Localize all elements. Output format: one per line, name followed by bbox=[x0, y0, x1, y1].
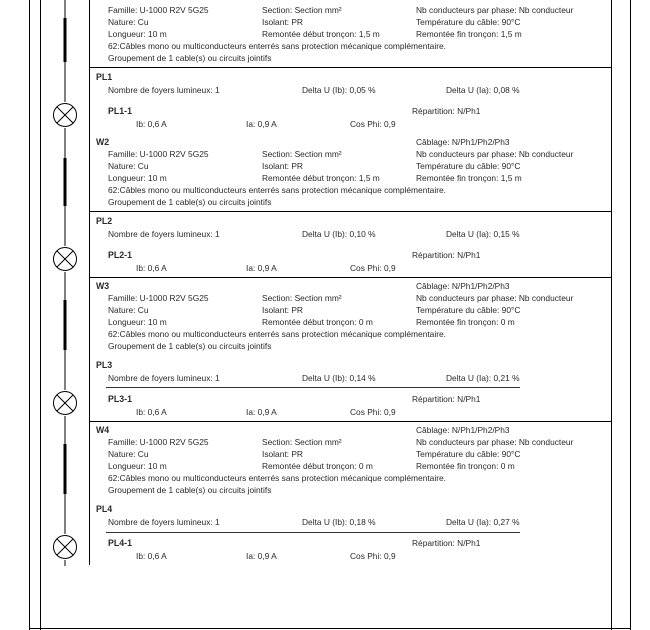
current-ib: Ib: 0,6 A bbox=[136, 119, 167, 129]
repartition: Répartition: N/Ph1 bbox=[412, 394, 481, 404]
cable-nb-conducteurs: Nb conducteurs par phase: Nb conducteur bbox=[416, 293, 574, 303]
section-separator bbox=[89, 277, 611, 278]
delta-u-ia: Delta U (Ia): 0,27 % bbox=[446, 517, 520, 527]
cable-nature: Nature: Cu bbox=[108, 449, 149, 459]
cos-phi: Cos Phi: 0,9 bbox=[350, 263, 396, 273]
foyers-lumineux: Nombre de foyers lumineux: 1 bbox=[108, 85, 220, 95]
table-left-border bbox=[89, 0, 90, 565]
cable-temperature: Température du câble: 90°C bbox=[416, 17, 521, 27]
current-ib: Ib: 0,6 A bbox=[136, 407, 167, 417]
cable-note: 62:Câbles mono ou multiconducteurs enterrés sans protection mécanique complémentaire. bbox=[108, 41, 446, 51]
row-separator bbox=[106, 532, 520, 533]
delta-u-ia: Delta U (Ia): 0,08 % bbox=[446, 85, 520, 95]
foyers-lumineux: Nombre de foyers lumineux: 1 bbox=[108, 373, 220, 383]
page-border-left-inner bbox=[40, 0, 41, 630]
cable-note: 62:Câbles mono ou multiconducteurs enterrés sans protection mécanique complémentaire. bbox=[108, 185, 446, 195]
cable-temperature: Température du câble: 90°C bbox=[416, 161, 521, 171]
repartition: Répartition: N/Ph1 bbox=[412, 250, 481, 260]
cable-nature: Nature: Cu bbox=[108, 305, 149, 315]
cable-nb-conducteurs: Nb conducteurs par phase: Nb conducteur bbox=[416, 437, 574, 447]
cable-family: Famille: U-1000 R2V 5G25 bbox=[108, 437, 209, 447]
cable-nature: Nature: Cu bbox=[108, 17, 149, 27]
cable-id: W3 bbox=[96, 281, 110, 291]
cable-note: 62:Câbles mono ou multiconducteurs enterrés sans protection mécanique complémentaire. bbox=[108, 473, 446, 483]
circuit-id: PL2 bbox=[96, 216, 113, 226]
delta-u-ib: Delta U (Ib): 0,10 % bbox=[302, 229, 376, 239]
cable-remontee-fin: Remontée fin tronçon: 1,5 m bbox=[416, 173, 522, 183]
page-border-right-outer bbox=[630, 0, 631, 630]
row-separator bbox=[106, 387, 520, 388]
cable-family: Famille: U-1000 R2V 5G25 bbox=[108, 149, 209, 159]
current-ia: Ia: 0,9 A bbox=[246, 119, 277, 129]
cable-cablage: Câblage: N/Ph1/Ph2/Ph3 bbox=[416, 137, 510, 147]
cable-isolant: Isolant: PR bbox=[262, 17, 303, 27]
cable-longueur: Longueur: 10 m bbox=[108, 461, 167, 471]
section-separator bbox=[89, 211, 611, 212]
cable-nb-conducteurs: Nb conducteurs par phase: Nb conducteur bbox=[416, 5, 574, 15]
page-border-right-inner bbox=[611, 0, 612, 630]
cable-isolant: Isolant: PR bbox=[262, 161, 303, 171]
cable-temperature: Température du câble: 90°C bbox=[416, 305, 521, 315]
lamp-icon bbox=[52, 246, 78, 272]
lamp-icon bbox=[52, 102, 78, 128]
sub-circuit-id: PL4-1 bbox=[108, 538, 132, 548]
cable-remontee-debut: Remontée début tronçon: 0 m bbox=[262, 461, 373, 471]
lamp-icon bbox=[52, 390, 78, 416]
repartition: Répartition: N/Ph1 bbox=[412, 538, 481, 548]
schematic-wire bbox=[50, 0, 80, 570]
cable-section: Section: Section mm² bbox=[262, 5, 342, 15]
section-separator bbox=[89, 421, 611, 422]
cable-id: W4 bbox=[96, 425, 110, 435]
lamp-icon bbox=[52, 534, 78, 560]
current-ia: Ia: 0,9 A bbox=[246, 407, 277, 417]
cable-cablage: Câblage: N/Ph1/Ph2/Ph3 bbox=[416, 425, 510, 435]
cable-family: Famille: U-1000 R2V 5G25 bbox=[108, 293, 209, 303]
circuit-id: PL4 bbox=[96, 504, 113, 514]
sub-circuit-id: PL2-1 bbox=[108, 250, 132, 260]
cos-phi: Cos Phi: 0,9 bbox=[350, 551, 396, 561]
cable-grouping: Groupement de 1 cable(s) ou circuits jointifs bbox=[108, 197, 272, 207]
cable-grouping: Groupement de 1 cable(s) ou circuits jointifs bbox=[108, 53, 272, 63]
cable-remontee-debut: Remontée début tronçon: 1,5 m bbox=[262, 29, 380, 39]
page-border-left-outer bbox=[29, 0, 30, 630]
cable-remontee-fin: Remontée fin tronçon: 0 m bbox=[416, 317, 515, 327]
cable-cablage: Câblage: N/Ph1/Ph2/Ph3 bbox=[416, 281, 510, 291]
delta-u-ia: Delta U (Ia): 0,15 % bbox=[446, 229, 520, 239]
circuit-id: PL1 bbox=[96, 72, 113, 82]
cable-nature: Nature: Cu bbox=[108, 161, 149, 171]
cable-temperature: Température du câble: 90°C bbox=[416, 449, 521, 459]
cos-phi: Cos Phi: 0,9 bbox=[350, 119, 396, 129]
cable-grouping: Groupement de 1 cable(s) ou circuits jointifs bbox=[108, 485, 272, 495]
current-ib: Ib: 0,6 A bbox=[136, 551, 167, 561]
cable-family: Famille: U-1000 R2V 5G25 bbox=[108, 5, 209, 15]
cos-phi: Cos Phi: 0,9 bbox=[350, 407, 396, 417]
cable-remontee-debut: Remontée début tronçon: 1,5 m bbox=[262, 173, 380, 183]
cable-grouping: Groupement de 1 cable(s) ou circuits jointifs bbox=[108, 341, 272, 351]
cable-section: Section: Section mm² bbox=[262, 149, 342, 159]
current-ia: Ia: 0,9 A bbox=[246, 551, 277, 561]
foyers-lumineux: Nombre de foyers lumineux: 1 bbox=[108, 229, 220, 239]
cable-longueur: Longueur: 10 m bbox=[108, 29, 167, 39]
cable-remontee-debut: Remontée début tronçon: 0 m bbox=[262, 317, 373, 327]
page-border-bottom bbox=[29, 628, 631, 629]
cable-isolant: Isolant: PR bbox=[262, 305, 303, 315]
sub-circuit-id: PL3-1 bbox=[108, 394, 132, 404]
delta-u-ia: Delta U (Ia): 0,21 % bbox=[446, 373, 520, 383]
cable-nb-conducteurs: Nb conducteurs par phase: Nb conducteur bbox=[416, 149, 574, 159]
cable-section: Section: Section mm² bbox=[262, 437, 342, 447]
cable-id: W2 bbox=[96, 137, 110, 147]
delta-u-ib: Delta U (Ib): 0,18 % bbox=[302, 517, 376, 527]
circuit-id: PL3 bbox=[96, 360, 113, 370]
delta-u-ib: Delta U (Ib): 0,05 % bbox=[302, 85, 376, 95]
cable-longueur: Longueur: 10 m bbox=[108, 317, 167, 327]
section-separator bbox=[89, 67, 611, 68]
current-ib: Ib: 0,6 A bbox=[136, 263, 167, 273]
cable-longueur: Longueur: 10 m bbox=[108, 173, 167, 183]
cable-remontee-fin: Remontée fin tronçon: 1,5 m bbox=[416, 29, 522, 39]
cable-note: 62:Câbles mono ou multiconducteurs enterrés sans protection mécanique complémentaire. bbox=[108, 329, 446, 339]
foyers-lumineux: Nombre de foyers lumineux: 1 bbox=[108, 517, 220, 527]
cable-remontee-fin: Remontée fin tronçon: 0 m bbox=[416, 461, 515, 471]
cable-isolant: Isolant: PR bbox=[262, 449, 303, 459]
cable-section: Section: Section mm² bbox=[262, 293, 342, 303]
delta-u-ib: Delta U (Ib): 0,14 % bbox=[302, 373, 376, 383]
repartition: Répartition: N/Ph1 bbox=[412, 106, 481, 116]
current-ia: Ia: 0,9 A bbox=[246, 263, 277, 273]
sub-circuit-id: PL1-1 bbox=[108, 106, 132, 116]
